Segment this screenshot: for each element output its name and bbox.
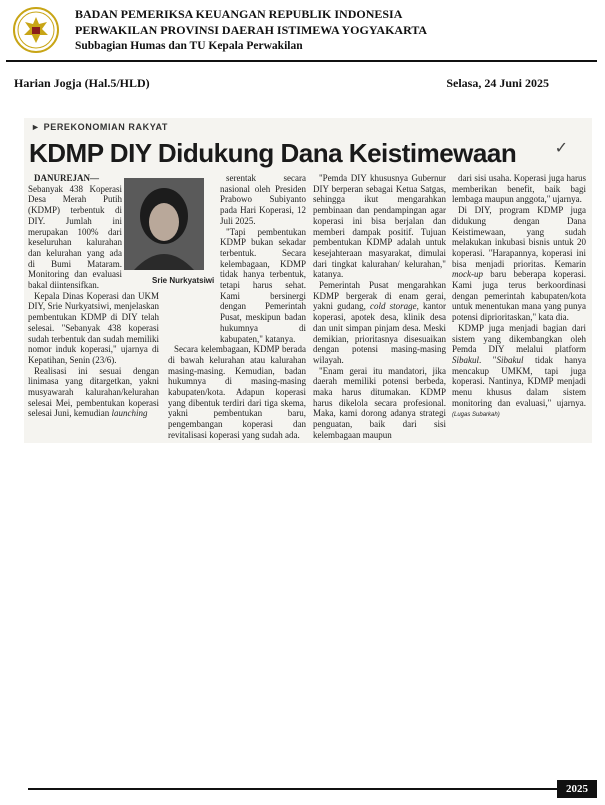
agency-branch: PERWAKILAN PROVINSI DAERAH ISTIMEWA YOGYAKARTA <box>75 23 428 37</box>
paragraph: DANUREJAN— Sebanyak 438 Koperasi Desa Merah Putih (KDMP) terbentuk di DIY. Jumlah ini merupakan 100% dari keseluruhan kalurahan dan kelurahan yang ada di Bumi Mataram. Monitoring dan evaluasi bakal diintensifkan. <box>28 173 122 291</box>
article-column-2 <box>168 173 306 441</box>
checkmark-icon: ✓ <box>554 138 568 157</box>
agency-name: BADAN PEMERIKSA KEUANGAN REPUBLIK INDONESIA <box>75 7 403 21</box>
footer-divider <box>28 788 557 790</box>
agency-header <box>75 6 595 54</box>
rubric-label: ► PEREKONOMIAN RAKYAT <box>31 122 169 132</box>
article-column-4 <box>452 173 586 421</box>
news-clipping <box>24 118 592 443</box>
article-column-3 <box>313 173 446 441</box>
paragraph: Pemerintah Pusat mengarahkan KDMP bergerak di enam gerai, yakni gudang, cold storage, kantor koperasi, apotek desa, klinik desa dan unit simpan pinjam desa. Meski demikian, prioritasnya disesuaikan dengan potensi masing-masing wilayah. <box>313 280 446 365</box>
paragraph: "Tapi pembentukan KDMP bukan sekadar terbentuk. Secara kelembagaan, KDMP tidak hanya terbentuk, tetapi harus sehat. Kami bersinergi dengan Pemerintah Pusat, meskipun badan hukumnya di kabupaten," katanya. <box>220 226 306 344</box>
article-headline: KDMP DIY Didukung Dana Keistimewaan <box>29 138 517 168</box>
byline: (Lugas Subarkah) <box>452 412 500 419</box>
newspaper-source: Harian Jogja (Hal.5/HLD) <box>14 76 150 90</box>
photo-caption: Srie Nurkyatsiwi <box>152 276 215 285</box>
paragraph: KDMP juga menjadi bagian dari sistem yang dikembangkan oleh Pemda DIY melalui platform Sibakul. "Sibakul tidak hanya mencakup UMKM, tapi juga koperasi. Nantinya, KDMP menjadi menu khusus dalam sistem monitoring dan evaluasi," ujarnya. (Lugas Subarkah) <box>452 322 586 419</box>
bpk-logo <box>12 6 60 54</box>
dateline: DANUREJAN— <box>34 173 99 183</box>
footer-year-badge: 2025 <box>557 780 597 798</box>
paragraph: Di DIY, program KDMP juga didukung dengan Dana Keistimewaan, yang sudah melakukan inkubasi bisnis untuk 20 koperasi. "Harapannya, koperasi ini bisa menjadi prioritas. Kemarin mock-up baru beberapa koperasi. Kami juga terus berkoordinasi dengan pemerintah kabupaten/kota untuk menentukan mana yang punya potensi diprioritaskan," kata dia. <box>452 205 586 323</box>
paragraph: serentak secara nasional oleh Presiden Prabowo Subiyanto pada Hari Koperasi, 12 Juli 2025. <box>220 173 306 226</box>
paragraph: "Pemda DIY khususnya Gubernur DIY berperan sebagai Ketua Satgas, sehingga ikut mengarahkan pembinaan dan pendampingan agar koperasi ini bisa berjalan dan memberi dampak positif. Tujuan pembentukan KDMP adalah untuk kesejahteraan masyarakat, dimulai dari tingkat kalurahan/ kelurahan," katanya. <box>313 173 446 280</box>
agency-unit: Subbagian Humas dan TU Kepala Perwakilan <box>75 40 303 52</box>
rubric-text: PEREKONOMIAN RAKYAT <box>43 122 169 132</box>
paragraph: Secara kelembagaan, KDMP berada di bawah kelurahan atau kalurahan masing-masing. Kemudian, badan hukumnya di masing-masing kabupaten/kota. Adapun koperasi yang dibentuk terdiri dari tiga skema, yakni pembentukan baru, pengembangan koperasi dan revitalisasi koperasi yang sudah ada. <box>168 344 306 440</box>
header-divider <box>6 60 597 62</box>
paragraph: Kepala Dinas Koperasi dan UKM DIY, Srie Nurkyatsiwi, menjelaskan pembentukan KDMP di DIY telah selesai. "Sebanyak 438 koperasi sudah terbentuk dan sudah memiliki nomor induk koperasi," ujarnya di Kepatihan, Senin (23/6). <box>28 290 159 365</box>
paragraph: dari sisi usaha. Koperasi juga harus memberikan benefit, baik bagi lembaga maupun anggota," ujarnya. <box>452 173 586 205</box>
paragraph: Realisasi ini sesuai dengan linimasa yang ditargetkan, yakni musyawarah kalurahan/kelurahan selesai Mei, pembentukan koperasi selesai Juni, kemudian launching <box>28 365 159 419</box>
publication-date: Selasa, 24 Juni 2025 <box>446 76 549 90</box>
paragraph: "Enam gerai itu mandatori, jika daerah memiliki potensi berbeda, maka harus ditumakan. KDMP harus dikelola secara profesional. Maka, kami dorong adanya strategi penguatan, baik dari sisi kelembagaan maupun <box>313 365 446 440</box>
garuda-emblem-icon <box>12 6 60 54</box>
